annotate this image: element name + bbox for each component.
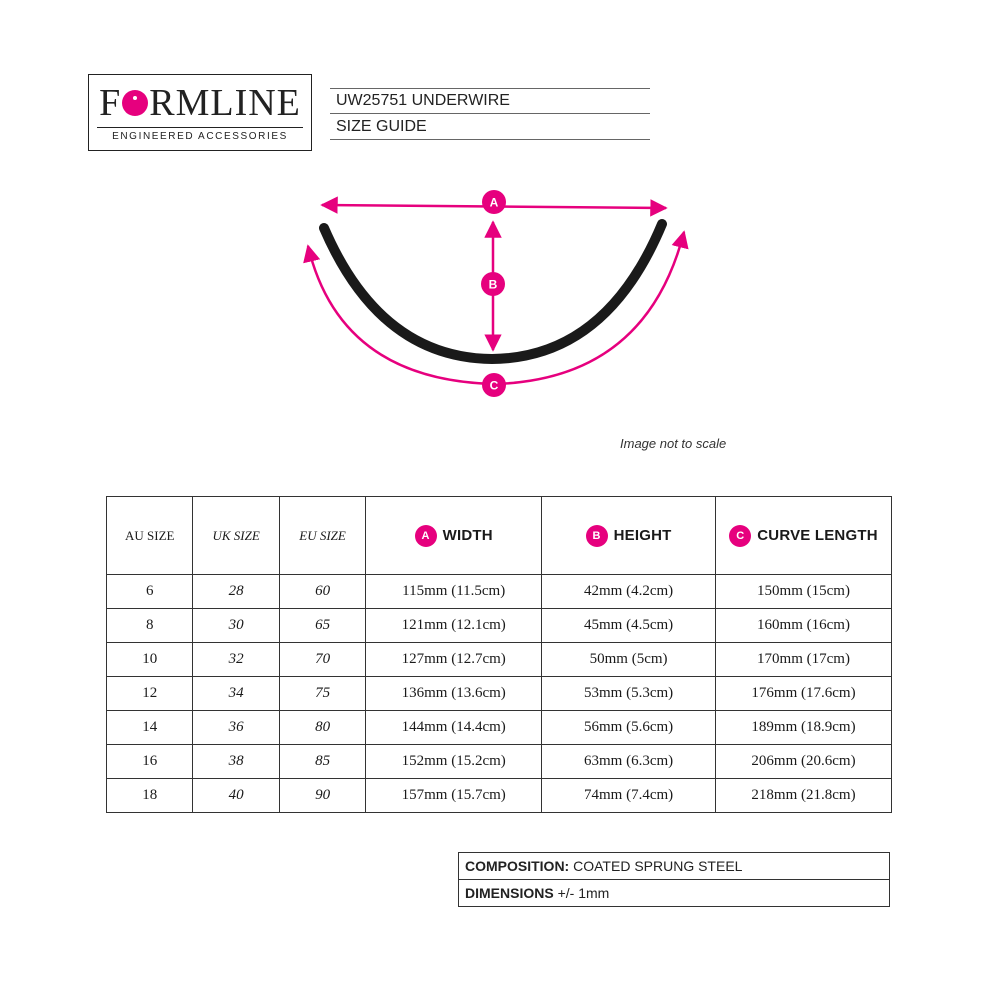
cell-width: 115mm (11.5cm) [366,575,542,609]
cell-eu: 80 [279,711,365,745]
cell-height: 50mm (5cm) [542,643,716,677]
cell-width: 127mm (12.7cm) [366,643,542,677]
table-row [107,677,892,711]
table-row [107,711,892,745]
badge-a-icon: A [415,525,437,547]
cell-curve: 170mm (17cm) [716,643,892,677]
header-width-label: WIDTH [442,526,493,544]
cell-eu: 70 [279,643,365,677]
cell-au: 18 [107,779,193,813]
cell-height: 42mm (4.2cm) [542,575,716,609]
cell-width: 136mm (13.6cm) [366,677,542,711]
table-row [107,643,892,677]
cell-uk: 28 [193,575,279,609]
cell-eu: 90 [279,779,365,813]
badge-a-icon [482,190,506,214]
dimensions-value: +/- 1mm [553,885,610,901]
cell-uk: 40 [193,779,279,813]
cell-au: 10 [107,643,193,677]
cell-uk: 38 [193,745,279,779]
header-eu-size: EU SIZE [279,497,365,575]
header-rule-middle [330,113,650,114]
cell-eu: 60 [279,575,365,609]
product-title: UW25751 UNDERWIRE [336,92,510,109]
cell-uk: 36 [193,711,279,745]
spec-box [458,852,890,907]
header-curve-length [716,497,892,575]
cell-au: 6 [107,575,193,609]
cell-curve: 206mm (20.6cm) [716,745,892,779]
dimensions-label: DIMENSIONS [465,885,554,901]
logo-wordmark: F RMLINE [99,82,301,124]
logo-divider [97,127,303,128]
badge-b-icon: B [586,525,608,547]
brand-logo [88,74,312,151]
cell-curve: 150mm (15cm) [716,575,892,609]
header-rule-top [330,88,650,89]
logo-tagline: ENGINEERED ACCESSORIES [112,131,288,142]
underwire-diagram [290,180,710,410]
cell-height: 63mm (6.3cm) [542,745,716,779]
page-subtitle: SIZE GUIDE [336,118,427,135]
cell-height: 74mm (7.4cm) [542,779,716,813]
cell-height: 53mm (5.3cm) [542,677,716,711]
table-row [107,745,892,779]
cell-eu: 75 [279,677,365,711]
table-row [107,609,892,643]
badge-c-icon [482,373,506,397]
cell-curve: 160mm (16cm) [716,609,892,643]
header-au-size: AU SIZE [107,497,193,575]
cell-curve: 176mm (17.6cm) [716,677,892,711]
cell-uk: 32 [193,643,279,677]
composition-label: COMPOSITION: [465,858,570,874]
composition-row [459,853,889,879]
logo-o-mark [122,90,148,116]
cell-au: 12 [107,677,193,711]
header-uk-size: UK SIZE [193,497,279,575]
cell-height: 45mm (4.5cm) [542,609,716,643]
cell-height: 56mm (5.6cm) [542,711,716,745]
header-curve-label: CURVE LENGTH [757,526,878,544]
cell-eu: 65 [279,609,365,643]
cell-uk: 30 [193,609,279,643]
table-row [107,575,892,609]
svg-text:B: B [488,277,498,292]
cell-curve: 189mm (18.9cm) [716,711,892,745]
cell-au: 8 [107,609,193,643]
cell-width: 157mm (15.7cm) [366,779,542,813]
cell-width: 121mm (12.1cm) [366,609,542,643]
header-height [542,497,716,575]
cell-uk: 34 [193,677,279,711]
dimensions-row [459,879,889,906]
cell-width: 144mm (14.4cm) [366,711,542,745]
header-width [366,497,542,575]
size-table [106,496,892,813]
cell-curve: 218mm (21.8cm) [716,779,892,813]
badge-b-icon [481,272,505,296]
header-height-label: HEIGHT [613,526,672,544]
header-rule-bottom [330,139,650,140]
svg-text:C: C [489,378,499,393]
cell-au: 14 [107,711,193,745]
table-header-row [107,497,892,575]
cell-au: 16 [107,745,193,779]
scale-note: Image not to scale [620,436,727,451]
composition-value: COATED SPRUNG STEEL [569,858,743,874]
svg-text:A: A [489,195,499,210]
cell-width: 152mm (15.2cm) [366,745,542,779]
badge-c-icon: C [729,525,751,547]
table-row [107,779,892,813]
cell-eu: 85 [279,745,365,779]
